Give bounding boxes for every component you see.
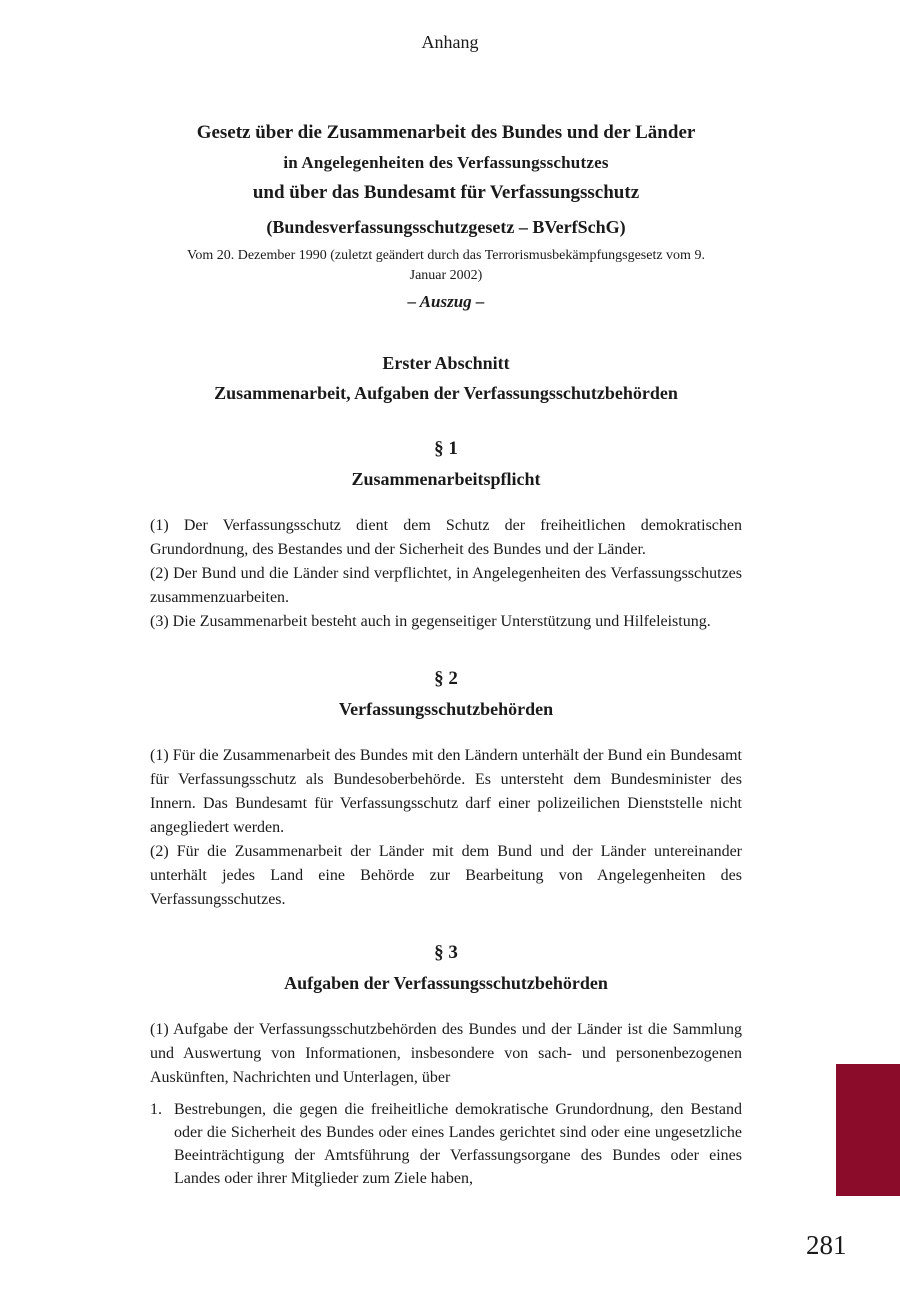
subsection-text: (1) Der Verfassungsschutz dient dem Schutz der freiheitlichen demokratischen Grundordnung, des Bestandes und der Sicherheit des Bundes und der Länder. <box>150 517 742 558</box>
paragraph-2 <box>150 664 742 912</box>
paragraph-body <box>150 514 742 634</box>
page-content <box>150 118 742 1190</box>
section-title: Zusammenarbeit, Aufgaben der Verfassungsschutzbehörden <box>214 383 678 403</box>
excerpt-label: – Auszug – <box>407 292 485 311</box>
paragraph-sign: § 1 <box>434 438 458 459</box>
subsection-text: (3) Die Zusammenarbeit besteht auch in gegenseitiger Unterstützung und Hilfeleistung. <box>150 613 711 630</box>
thumb-index-tab <box>836 1064 900 1196</box>
paragraph-sign: § 2 <box>434 668 458 689</box>
subsection-text: (2) Für die Zusammenarbeit der Länder mit dem Bund und der Länder untereinander unterhält jedes Land eine Behörde zur Bearbeitung von Angelegenheiten des Verfassungsschutzes. <box>150 843 742 908</box>
page-number: 281 <box>806 1230 847 1260</box>
list-item <box>150 1098 742 1190</box>
subsection-text: (2) Der Bund und die Länder sind verpflichtet, in Angelegenheiten des Verfassungsschutzes zusammenzuarbeiten. <box>150 565 742 606</box>
paragraph-title: Aufgaben der Verfassungsschutzbehörden <box>284 973 608 993</box>
subsection-text: (1) Aufgabe der Verfassungsschutzbehörden des Bundes und der Länder ist die Sammlung und Auswertung von Informationen, insbesondere von sach- und personenbezogenen Auskünften, Nachrichten und Unterlagen, über <box>150 1021 742 1086</box>
paragraph-1 <box>150 434 742 634</box>
law-title-line-1: Gesetz über die Zusammenarbeit des Bundes und der Länder <box>196 122 696 143</box>
law-short-title: (Bundesverfassungsschutzgesetz – BVerfSchG) <box>266 217 626 237</box>
paragraph-sign: § 3 <box>434 942 458 963</box>
paragraph-title: Zusammenarbeitspflicht <box>351 469 541 489</box>
subsection-text: (1) Für die Zusammenarbeit des Bundes mit den Ländern unterhält der Bund ein Bundesamt für Verfassungsschutz als Bundesoberbehörde. Es untersteht dem Bundesminister des Innern. Das Bundesamt für Verfassungsschutz darf einer polizeilichen Dienststelle nicht angegliedert werden. <box>150 747 742 836</box>
law-date-note: Vom 20. Dezember 1990 (zuletzt geändert durch das Terrorismusbekämpfungsgesetz vom 9. Januar 2002) <box>187 248 705 283</box>
law-title-line-3: und über das Bundesamt für Verfassungsschutz <box>252 182 640 203</box>
running-head: Anhang <box>421 32 479 52</box>
paragraph-body <box>150 744 742 912</box>
paragraph-body <box>150 1018 742 1090</box>
paragraph-3 <box>150 938 742 1190</box>
list-item-text: Bestrebungen, die gegen die freiheitliche demokratische Grundordnung, den Bestand oder die Sicherheit des Bundes oder eines Landes gerichtet sind oder eine ungesetzliche Beeinträchtigung der Amtsführung der Verfassungsorgane des Bundes oder eines Landes oder ihrer Mitglieder zum Ziele haben, <box>174 1101 742 1187</box>
section-label: Erster Abschnitt <box>382 353 510 373</box>
law-title-line-2: in Angelegenheiten des Verfassungsschutzes <box>283 153 609 172</box>
paragraph-title: Verfassungsschutzbehörden <box>338 699 554 719</box>
list-item-number: 1. <box>150 1101 162 1118</box>
